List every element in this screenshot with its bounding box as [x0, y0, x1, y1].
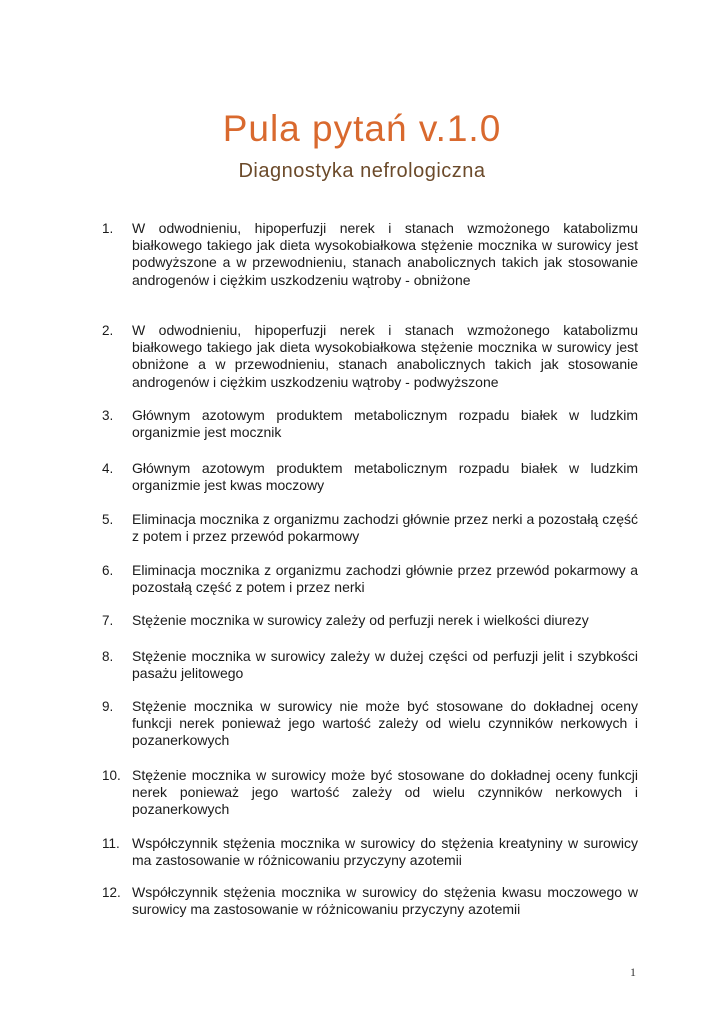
- question-number: 5.: [102, 512, 114, 527]
- question-item: [102, 698, 638, 750]
- question-text: W odwodnieniu, hipoperfuzji nerek i stanach wzmożonego katabolizmu białkowego takiego jak dieta wysokobiałkowa stężenie mocznika w surowicy jest podwyższone a w przewodnieniu, stanach anabolicznych takich jak stosowanie androgenów i ciężkim uszkodzeniu wątroby - obniżone: [132, 220, 638, 288]
- question-text: Eliminacja mocznika z organizmu zachodzi głównie przez nerki a pozostałą część z potem i przez przewód pokarmowy: [132, 511, 638, 545]
- question-text: Stężenie mocznika w surowicy zależy w dużej części od perfuzji jelit i szybkości pasażu jelitowego: [132, 648, 638, 682]
- page-number: 1: [630, 965, 636, 979]
- question-item: [102, 648, 638, 682]
- question-item: [102, 562, 638, 596]
- question-text: W odwodnieniu, hipoperfuzji nerek i stanach wzmożonego katabolizmu białkowego takiego jak dieta wysokobiałkowa stężenie mocznika w surowicy jest obniżone a w przewodnieniu, stanach anabolicznych takich jak stosowanie androgenów i ciężkim uszkodzeniu wątroby - podwyższone: [132, 322, 638, 390]
- question-number: 7.: [102, 613, 114, 628]
- question-number: 4.: [102, 461, 114, 476]
- question-number: 1.: [102, 221, 114, 236]
- question-number: 9.: [102, 699, 114, 714]
- question-text: Współczynnik stężenia mocznika w surowicy do stężenia kwasu moczowego w surowicy ma zastosowanie w różnicowaniu przyczyny azotemii: [132, 884, 638, 918]
- question-text: Głównym azotowym produktem metabolicznym rozpadu białek w ludzkim organizmie jest kwas moczowy: [132, 460, 638, 494]
- question-number: 3.: [102, 408, 114, 423]
- question-text: Głównym azotowym produktem metabolicznym rozpadu białek w ludzkim organizmie jest mocznik: [132, 407, 638, 441]
- question-text: Współczynnik stężenia mocznika w surowicy do stężenia kreatyniny w surowicy ma zastosowanie w różnicowaniu przyczyny azotemii: [132, 835, 638, 869]
- question-number: 2.: [102, 323, 114, 338]
- question-text: Stężenie mocznika w surowicy może być stosowane do dokładnej oceny funkcji nerek ponieważ jego wartość zależy od wielu czynników nerkowych i pozanerkowych: [132, 767, 638, 818]
- question-text: Stężenie mocznika w surowicy zależy od perfuzji nerek i wielkości diurezy: [132, 612, 589, 628]
- question-item: [102, 407, 638, 441]
- question-item: [102, 460, 638, 494]
- question-item: [102, 835, 638, 869]
- page-subtitle: Diagnostyka nefrologiczna: [238, 160, 486, 182]
- question-text: Stężenie mocznika w surowicy nie może być stosowane do dokładnej oceny funkcji nerek ponieważ jego wartość zależy od wielu czynników nerkowych i pozanerkowych: [132, 698, 638, 749]
- question-number: 6.: [102, 563, 114, 578]
- question-item: [102, 511, 638, 545]
- question-item: [102, 612, 638, 629]
- question-item: [102, 767, 638, 819]
- page-title: Pula pytań v.1.0: [222, 108, 502, 149]
- question-number: 8.: [102, 649, 114, 664]
- question-number: 12.: [102, 885, 121, 900]
- question-number: 10.: [102, 768, 121, 783]
- question-number: 11.: [102, 836, 120, 851]
- question-item: [102, 322, 638, 391]
- question-item: [102, 884, 638, 918]
- question-text: Eliminacja mocznika z organizmu zachodzi głównie przez przewód pokarmowy a pozostałą część z potem i przez nerki: [132, 562, 638, 596]
- question-item: [102, 220, 638, 289]
